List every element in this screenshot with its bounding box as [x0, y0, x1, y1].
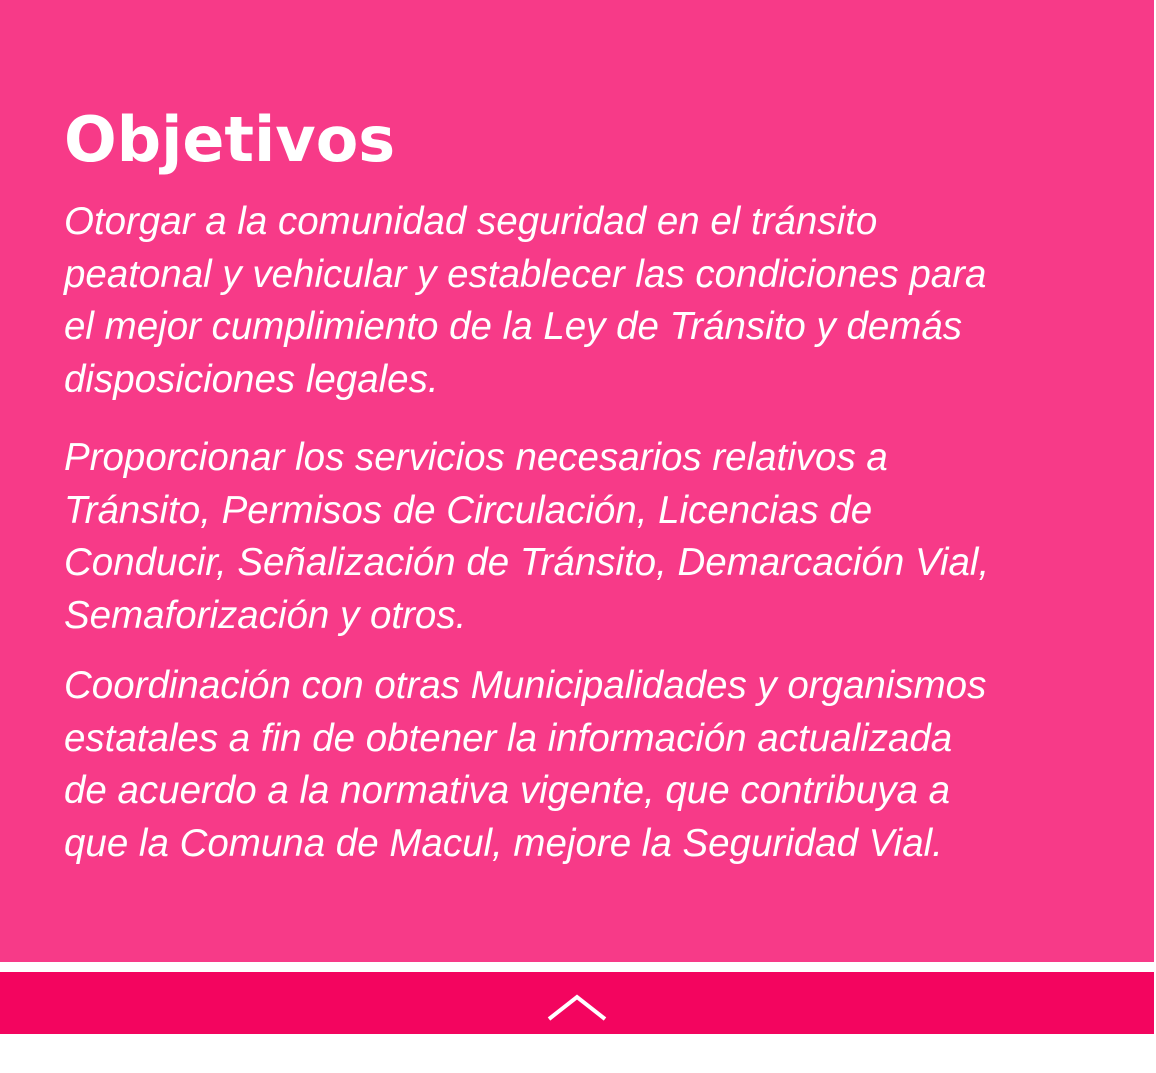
paragraph-line: peatonal y vehicular y establecer las condiciones para — [64, 252, 987, 296]
paragraph-line: Tránsito, Permisos de Circulación, Licencias de — [64, 488, 873, 532]
paragraph-line: Coordinación con otras Municipalidades y organismos — [64, 664, 987, 707]
paragraph-line: estatales a fin de obtener la información actualizada — [64, 716, 953, 760]
collapse-toggle-button[interactable] — [0, 972, 1154, 1034]
paragraph-line: Proporcionar los servicios necesarios relativos a — [64, 436, 888, 479]
paragraph-line: que la Comuna de Macul, mejore la Seguridad Vial. — [64, 821, 943, 865]
paragraph-line: Semaforización y otros. — [64, 593, 467, 637]
paragraph-line: disposiciones legales. — [64, 357, 439, 401]
paragraph-line: el mejor cumplimiento de la Ley de Tránsito y demás — [64, 305, 963, 348]
objectives-content — [64, 196, 1124, 870]
chevron-up-icon — [547, 992, 607, 1022]
objective-paragraph — [64, 660, 1124, 870]
objective-paragraph — [64, 196, 1124, 406]
objective-paragraph — [64, 432, 1124, 642]
paragraph-line: de acuerdo a la normativa vigente, que contribuya a — [64, 769, 951, 812]
paragraph-line: Conducir, Señalización de Tránsito, Demarcación Vial, — [64, 541, 990, 584]
paragraph-line: Otorgar a la comunidad seguridad en el tránsito — [64, 200, 878, 243]
section-title: Objetivos — [64, 103, 396, 176]
